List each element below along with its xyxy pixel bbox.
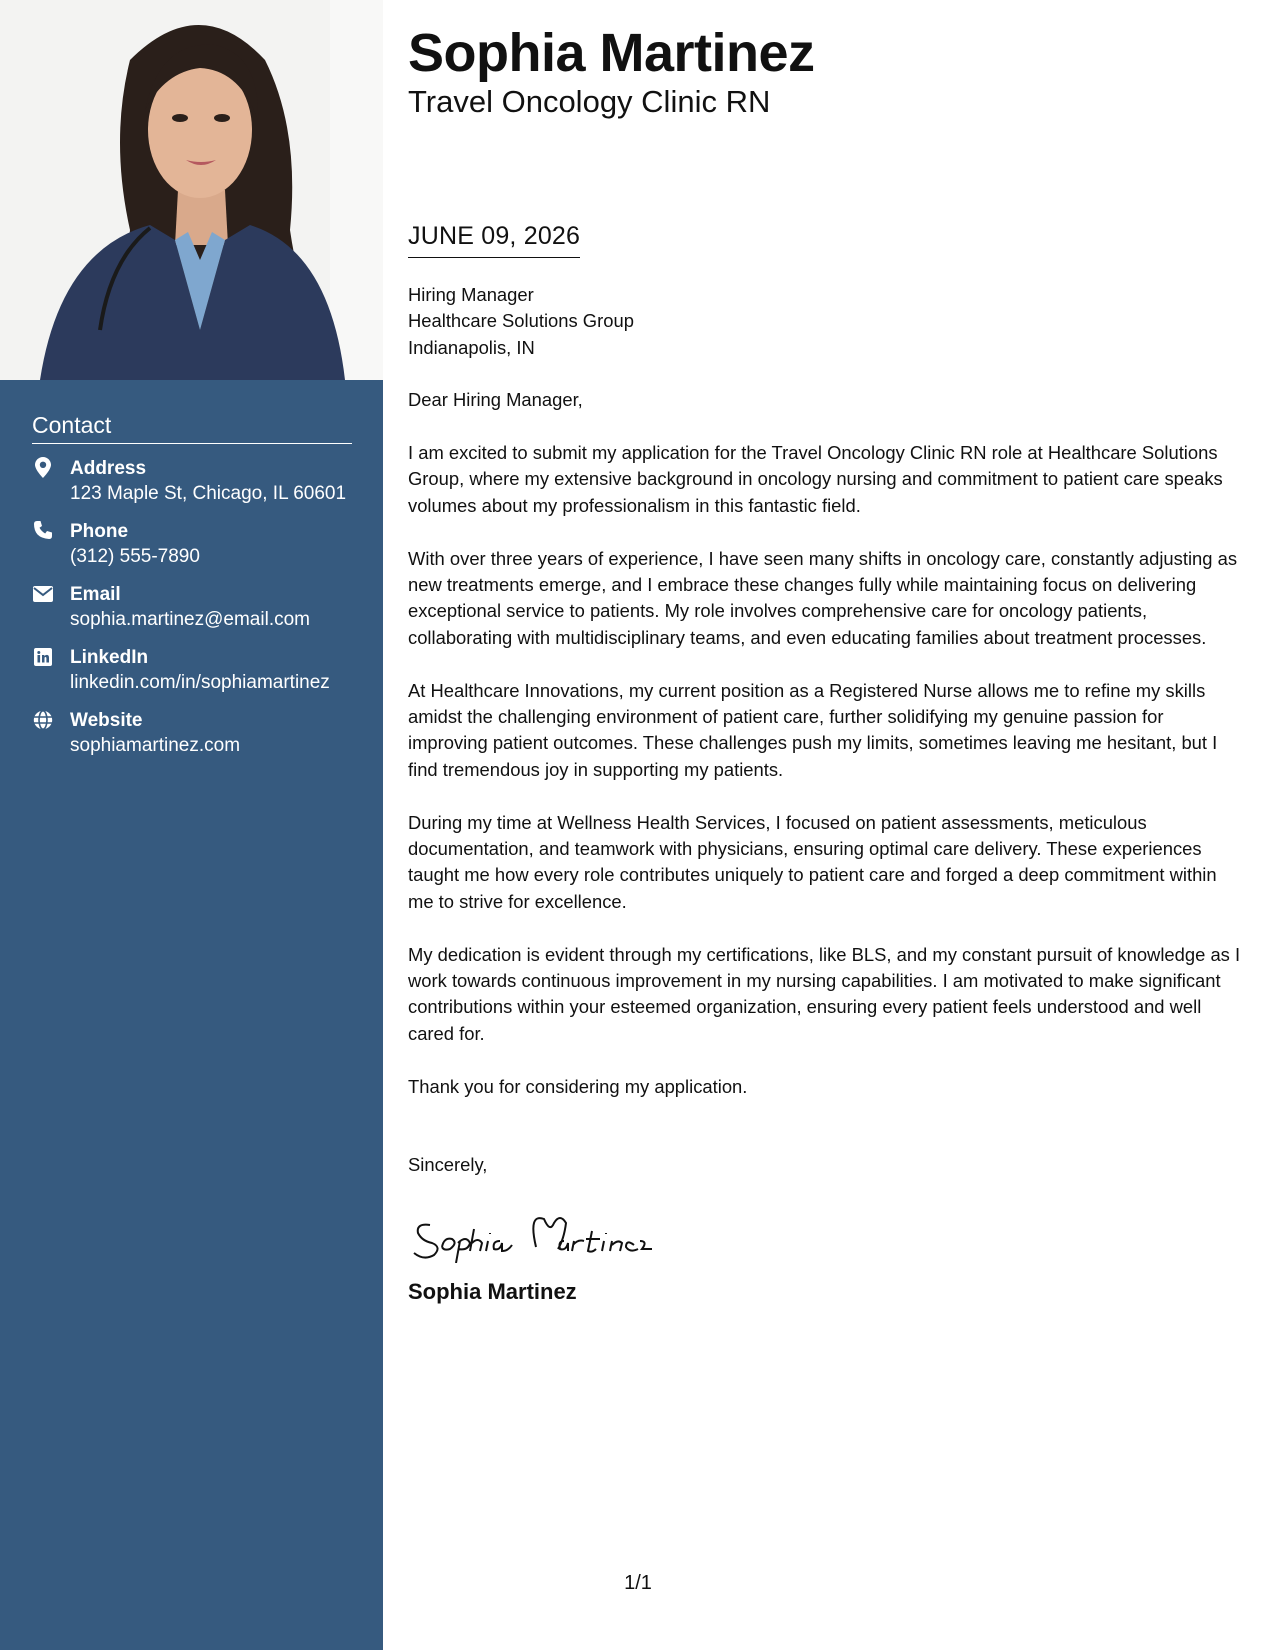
website-value: sophiamartinez.com bbox=[70, 735, 241, 756]
contact-label: Phone bbox=[70, 521, 129, 542]
paragraph: During my time at Wellness Health Services, I focused on patient assessments, meticulous documentation, and teamwork with physicians, ensuring optimal care delivery. These experiences taught me how every role contributes uniquely to patient care and forged a deep commitment within me to strive for excellence. bbox=[408, 811, 1217, 912]
letter-content bbox=[408, 282, 1244, 1305]
contact-phone bbox=[32, 519, 352, 570]
email-value: sophia.martinez@email.com bbox=[70, 609, 310, 630]
contact-address bbox=[32, 456, 352, 507]
recipient-line: Hiring Manager bbox=[408, 284, 534, 305]
paragraph: At Healthcare Innovations, my current position as a Registered Nurse allows me to refine my skills amidst the challenging environment of patient care, further solidifying my genuine passion for improving patient outcomes. These challenges push my limits, sometimes leaving me hesitant, but I find tremendous joy in supporting my patients. bbox=[408, 679, 1218, 780]
signature bbox=[408, 1203, 1244, 1263]
contact-section bbox=[32, 412, 352, 771]
applicant-name: Sophia Martinez bbox=[408, 23, 815, 83]
paragraph: With over three years of experience, I have seen many shifts in oncology care, constantly adjusting as new treatments emerge, and I embrace these changes fully while maintaining focus on delivering exceptional service to patients. My role involves comprehensive care for oncology patients, collaborating with multidisciplinary teams, and even educating families about treatment processes. bbox=[408, 547, 1238, 648]
job-title: Travel Oncology Clinic RN bbox=[408, 84, 771, 119]
recipient-line: Indianapolis, IN bbox=[408, 336, 535, 358]
phone-value: (312) 555-7890 bbox=[70, 546, 200, 567]
page-number: 1/1 bbox=[624, 1572, 652, 1594]
paragraph: I am excited to submit my application for the Travel Oncology Clinic RN role at Healthcare Solutions Group, where my extensive background in oncology nursing and commitment to patient care speaks volumes about my professionalism in this fantastic field. bbox=[408, 442, 1223, 516]
linkedin-value: linkedin.com/in/sophiamartinez bbox=[70, 672, 330, 693]
signed-name: Sophia Martinez bbox=[408, 1278, 577, 1304]
contact-label: Address bbox=[70, 458, 147, 479]
contact-label: LinkedIn bbox=[70, 647, 149, 668]
map-pin-icon bbox=[32, 457, 54, 479]
salutation: Dear Hiring Manager, bbox=[408, 389, 583, 411]
contact-heading: Contact bbox=[32, 412, 352, 444]
contact-email bbox=[32, 582, 352, 633]
letter-date: JUNE 09, 2026 bbox=[408, 222, 580, 258]
envelope-icon bbox=[32, 583, 54, 605]
globe-icon bbox=[32, 709, 54, 731]
sidebar bbox=[0, 0, 383, 1650]
contact-label: Website bbox=[70, 710, 143, 731]
linkedin-icon bbox=[32, 646, 54, 668]
recipient-line: Healthcare Solutions Group bbox=[408, 310, 634, 332]
paragraph: Thank you for considering my application. bbox=[408, 1075, 748, 1097]
contact-linkedin bbox=[32, 645, 352, 696]
contact-website bbox=[32, 708, 352, 759]
address-value: 123 Maple St, Chicago, IL 60601 bbox=[70, 483, 347, 504]
contact-label: Email bbox=[70, 584, 121, 605]
paragraph: My dedication is evident through my certifications, like BLS, and my constant pursuit of knowledge as I work towards continuous improvement in my nursing capabilities. I am motivated to make significant contributions within your esteemed organization, ensuring every patient feels understood and well cared for. bbox=[408, 943, 1241, 1044]
profile-photo bbox=[0, 0, 383, 380]
recipient-block bbox=[408, 282, 1244, 361]
closing: Sincerely, bbox=[408, 1154, 488, 1176]
phone-icon bbox=[32, 520, 54, 542]
